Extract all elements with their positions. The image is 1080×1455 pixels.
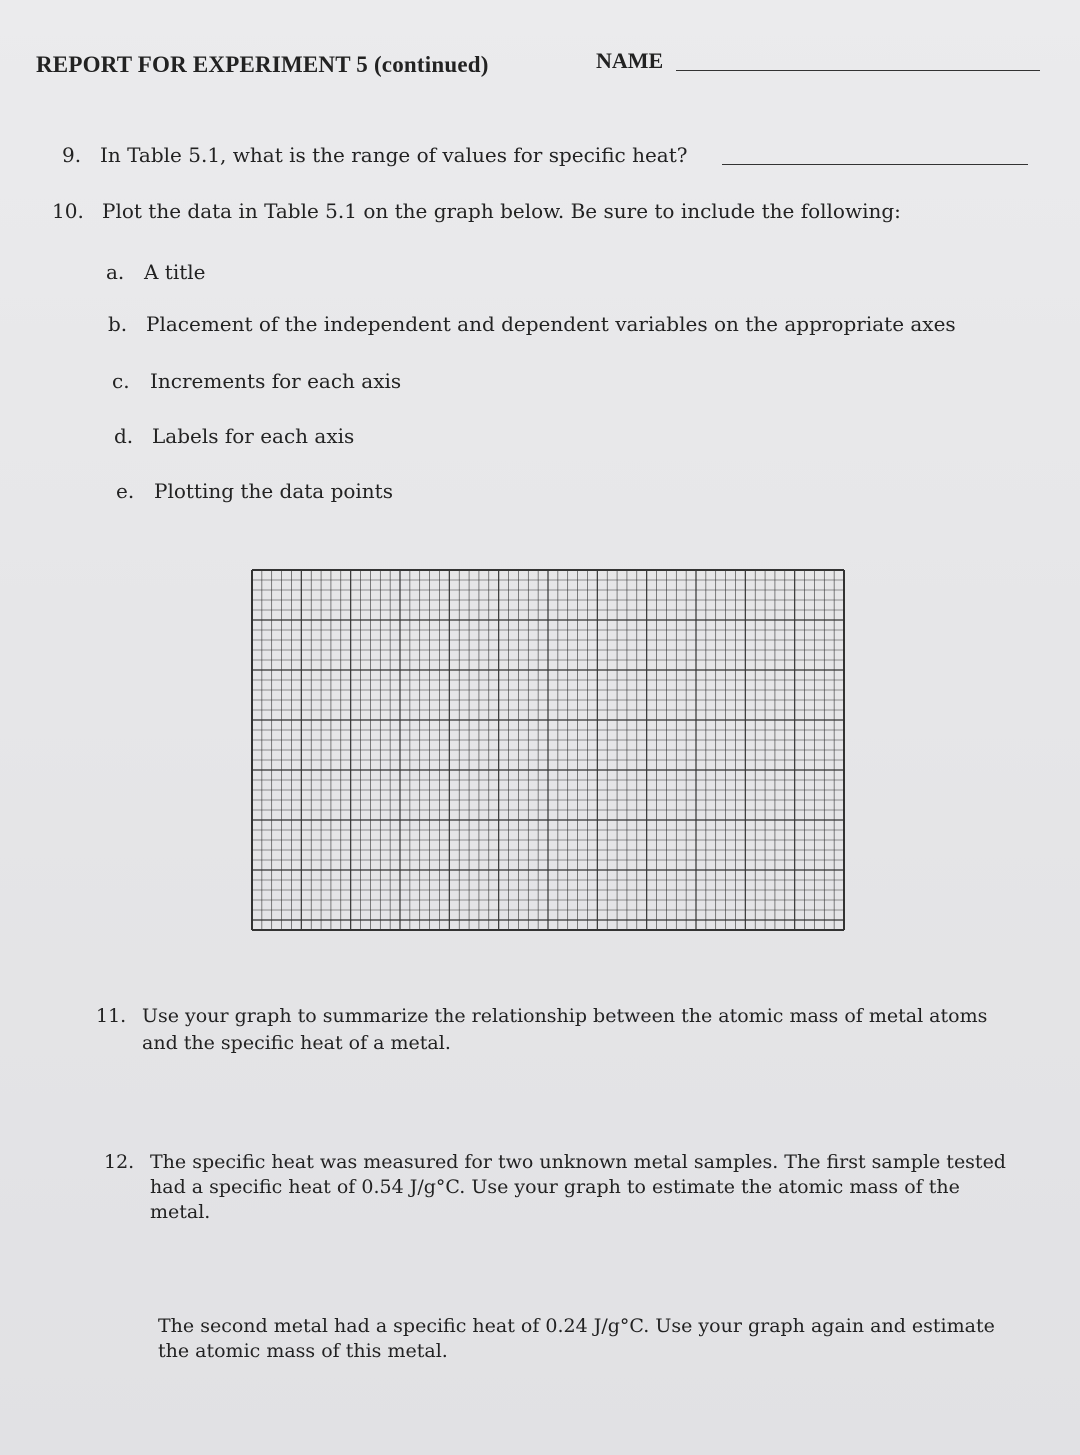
item-letter: c. <box>112 369 130 393</box>
question-12-part-2 <box>158 1314 1018 1370</box>
item-letter: b. <box>108 312 128 336</box>
graph-paper[interactable] <box>250 568 846 932</box>
question-11-line-1: Use your graph to summarize the relationship between the atomic mass of metal atoms <box>142 1005 988 1027</box>
question-12-line-3: metal. <box>150 1201 211 1223</box>
question-9-number: 9. <box>62 143 82 167</box>
item-letter: e. <box>116 479 135 503</box>
question-12-number: 12. <box>104 1151 135 1173</box>
question-12-line-1: The specific heat was measured for two unknown metal samples. The first sample tested <box>150 1151 1006 1173</box>
item-label: A title <box>144 260 206 284</box>
question-12-part-2-line-1: The second metal had a specific heat of 0.24 J/g°C. Use your graph again and estimate <box>158 1315 995 1337</box>
question-9-answer-line[interactable] <box>722 164 1028 165</box>
report-title: REPORT FOR EXPERIMENT 5 (continued) <box>36 52 489 77</box>
item-letter: a. <box>106 260 125 284</box>
question-10-number: 10. <box>52 199 84 223</box>
question-12-part-2-line-2: the atomic mass of this metal. <box>158 1340 448 1362</box>
question-9 <box>62 142 1042 172</box>
question-9-text: In Table 5.1, what is the range of values for specific heat? <box>100 143 688 167</box>
question-11-line-2: and the specific heat of a metal. <box>142 1032 451 1054</box>
report-header <box>36 48 1040 88</box>
item-label: Increments for each axis <box>150 369 402 393</box>
graph-paper-grid <box>250 568 846 932</box>
item-label: Labels for each axis <box>152 424 355 448</box>
question-10 <box>52 198 1032 228</box>
question-10-text: Plot the data in Table 5.1 on the graph below. Be sure to include the following: <box>102 199 901 223</box>
name-field[interactable] <box>676 70 1040 71</box>
item-label: Placement of the independent and dependent variables on the appropriate axes <box>146 312 956 336</box>
question-12-line-2: had a specific heat of 0.54 J/g°C. Use your graph to estimate the atomic mass of the <box>150 1176 960 1198</box>
question-11-number: 11. <box>96 1005 127 1027</box>
question-11 <box>96 1004 1016 1060</box>
name-label: NAME <box>596 48 664 73</box>
item-label: Plotting the data points <box>154 479 393 503</box>
question-12 <box>104 1150 1024 1230</box>
item-letter: d. <box>114 424 134 448</box>
